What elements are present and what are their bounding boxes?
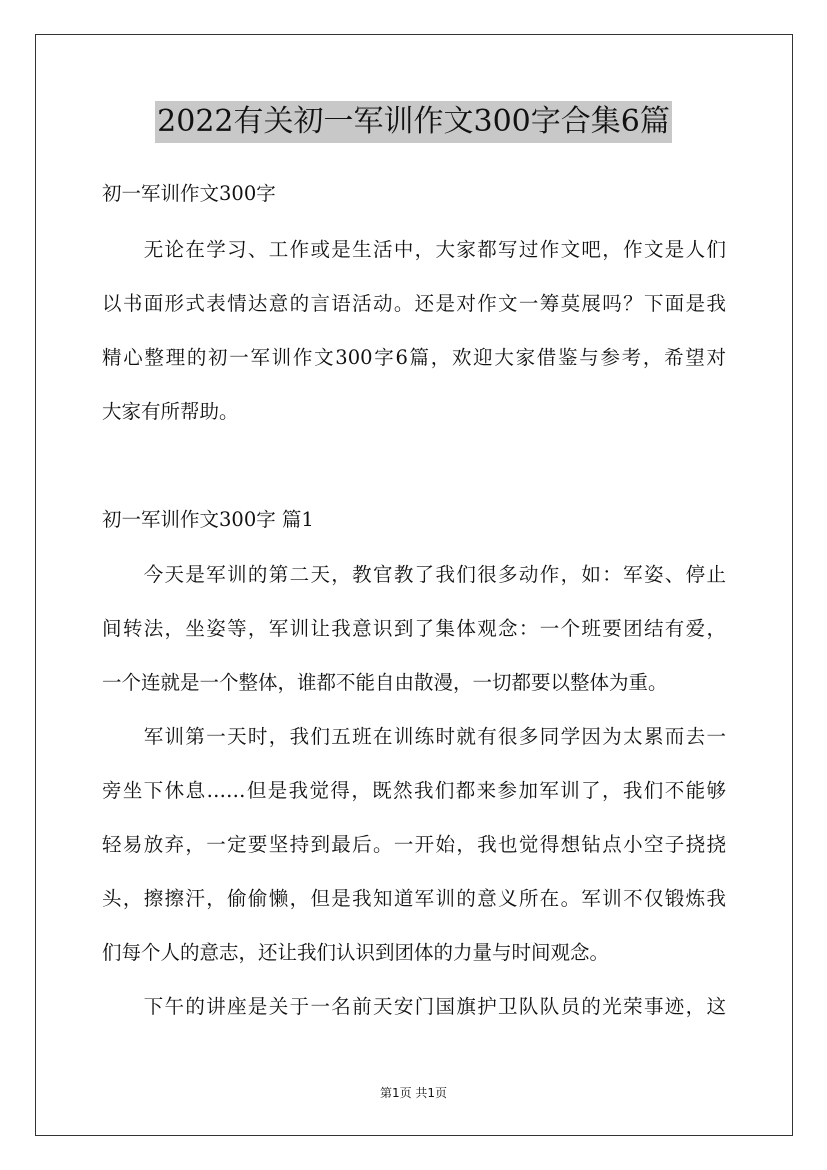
text-line: 头，擦擦汗，偷偷懒，但是我知道军训的意义所在。军训不仅锻炼我 [102,887,726,910]
text-line: 轻易放弃，一定要坚持到最后。一开始，我也觉得想钻点小空子挠挠 [102,833,726,856]
text-line: 精心整理的初一军训作文300字6篇，欢迎大家借鉴与参考，希望对 [102,346,726,369]
text-line: 初一军训作文300字 [102,182,276,205]
text-line: 今天是军训的第二天，教官教了我们很多动作，如：军姿、停止 [102,563,726,586]
page-footer: 第1页 共1页 [379,1086,448,1100]
text-line: 一个连就是一个整体，谁都不能自由散漫，一切都要以整体为重。 [102,671,668,694]
text-line: 们每个人的意志，还让我们认识到团体的力量与时间观念。 [102,941,610,964]
text-line: 大家有所帮助。 [102,400,239,423]
text-line: 无论在学习、工作或是生活中，大家都写过作文吧，作文是人们 [102,238,726,261]
text-line: 初一军训作文300字 篇1 [102,508,314,531]
text-line: 旁坐下休息……但是我觉得，既然我们都来参加军训了，我们不能够 [102,779,726,802]
title-container [0,101,827,143]
text-line: 间转法，坐姿等，军训让我意识到了集体观念：一个班要团结有爱， [102,617,726,640]
text-line: 以书面形式表情达意的言语活动。还是对作文一筹莫展吗？下面是我 [102,292,726,315]
document-title: 2022有关初一军训作文300字合集6篇 [155,101,672,143]
text-line: 军训第一天时，我们五班在训练时就有很多同学因为太累而去一 [102,725,726,748]
text-line: 下午的讲座是关于一名前天安门国旗护卫队队员的光荣事迹，这 [102,995,726,1018]
